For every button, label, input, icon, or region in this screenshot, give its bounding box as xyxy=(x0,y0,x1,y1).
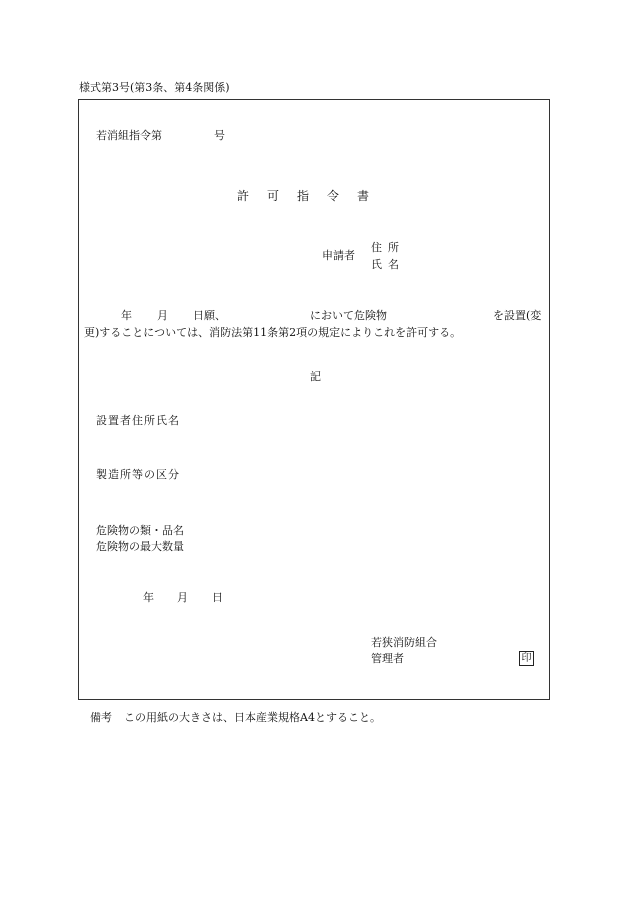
facility-classification-label: 製造所等の区分 xyxy=(96,468,180,481)
issue-date-month-label: 月 xyxy=(177,591,188,604)
remarks-text: この用紙の大きさは、日本産業規格A4とすること。 xyxy=(124,711,381,724)
issue-date-day-label: 日 xyxy=(212,591,223,604)
permit-number-suffix: 号 xyxy=(214,129,225,142)
seal-mark: 印 xyxy=(519,651,534,666)
body-year-label: 年 xyxy=(121,309,132,322)
applicant-address-label: 住所 xyxy=(371,241,405,254)
applicant-label: 申請者 xyxy=(322,249,355,262)
issuer-title: 管理者 xyxy=(371,652,404,665)
hazmat-max-quantity-label: 危険物の最大数量 xyxy=(96,540,184,553)
applicant-name-label: 氏名 xyxy=(371,258,405,271)
form-number: 様式第3号(第3条、第4条関係) xyxy=(79,81,230,94)
ki-heading: 記 xyxy=(310,370,321,383)
issuer-organization: 若狭消防組合 xyxy=(371,636,437,649)
document-title: 許可指令書 xyxy=(237,189,388,203)
permit-number-prefix: 若消組指令第 xyxy=(96,129,162,142)
hazmat-type-label: 危険物の類・品名 xyxy=(96,524,184,537)
body-permit-statement: 更)することについては、消防法第11条第2項の規定によりこれを許可する。 xyxy=(84,326,462,339)
issue-date-year-label: 年 xyxy=(143,591,154,604)
remarks-label: 備考 xyxy=(90,711,112,724)
installer-address-name-label: 設置者住所氏名 xyxy=(96,414,180,427)
body-install-change-text: を設置(変 xyxy=(493,309,542,322)
body-day-applied-label: 日願、 xyxy=(193,309,226,322)
body-month-label: 月 xyxy=(157,309,168,322)
body-hazmat-location-text: において危険物 xyxy=(310,309,387,322)
